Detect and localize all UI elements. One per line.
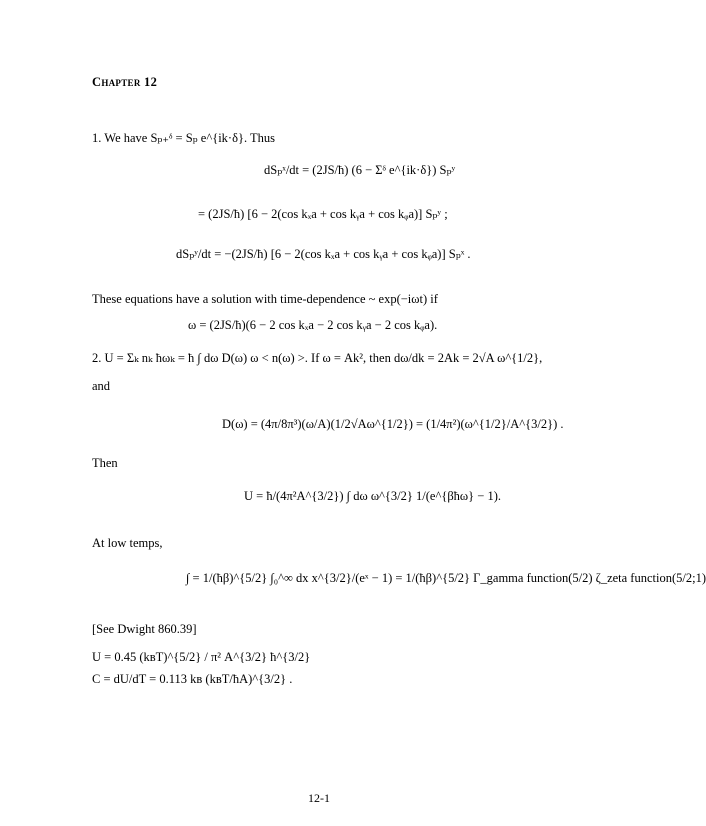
energy-integral-equation: U = ħ/(4π²A^{3/2}) ∫ dω ω^{3/2} 1/(e^{βħω} − 1).	[244, 489, 501, 503]
text-then: Then	[92, 456, 118, 470]
energy-result: U = 0.45 (kʙT)^{5/2} / π² A^{3/2} ħ^{3/2}	[92, 650, 311, 664]
dispersion-equation: ω = (2JS/ħ)(6 − 2 cos kₓa − 2 cos kᵧa − 2 cos kᵩa).	[188, 318, 438, 332]
page-number: 12-1	[308, 791, 330, 805]
density-of-states-equation: D(ω) = (4π/8π³)(ω/A)(1/2√Aω^{1/2}) = (1/4π²)(ω^{1/2}/A^{3/2}) .	[222, 417, 564, 431]
equation-dsy-dt: dSₚʸ/dt = −(2JS/ħ) [6 − 2(cos kₓa + cos kᵧa + cos kᵩa)] Sₚˣ .	[176, 247, 471, 261]
solution-text: These equations have a solution with time-dependence ~ exp(−iωt) if	[92, 292, 438, 306]
text-and: and	[92, 379, 111, 393]
equation-dsx-dt-expanded: = (2JS/ħ) [6 − 2(cos kₓa + cos kᵧa + cos kᵩa)] Sₚʸ ;	[198, 207, 448, 221]
heat-capacity-result: C = dU/dT = 0.113 kʙ (kʙT/ħA)^{3/2} .	[92, 672, 293, 686]
chapter-heading: Chapter 12	[92, 75, 158, 89]
text-low-temps: At low temps,	[92, 536, 163, 550]
low-temp-integral-equation: ∫ = 1/(ħβ)^{5/2} ∫₀^∞ dx x^{3/2}/(eˣ − 1) = 1/(ħβ)^{5/2} Γ_gamma function(5/2) ζ_zeta function(5/2;1)	[186, 571, 706, 585]
problem-2-line1: 2. U = Σₖ nₖ ħωₖ = ħ ∫ dω D(ω) ω < n(ω) >. If ω = Ak², then dω/dk = 2Ak = 2√A ω^{1/2},	[92, 351, 543, 365]
problem-1-intro: 1. We have Sₚ₊ᵟ = Sₚ e^{ik·δ}. Thus	[92, 131, 275, 145]
reference-dwight: [See Dwight 860.39]	[92, 622, 197, 636]
equation-dsx-dt: dSₚˣ/dt = (2JS/ħ) (6 − Σᵟ e^{ik·δ}) Sₚʸ	[264, 163, 456, 177]
